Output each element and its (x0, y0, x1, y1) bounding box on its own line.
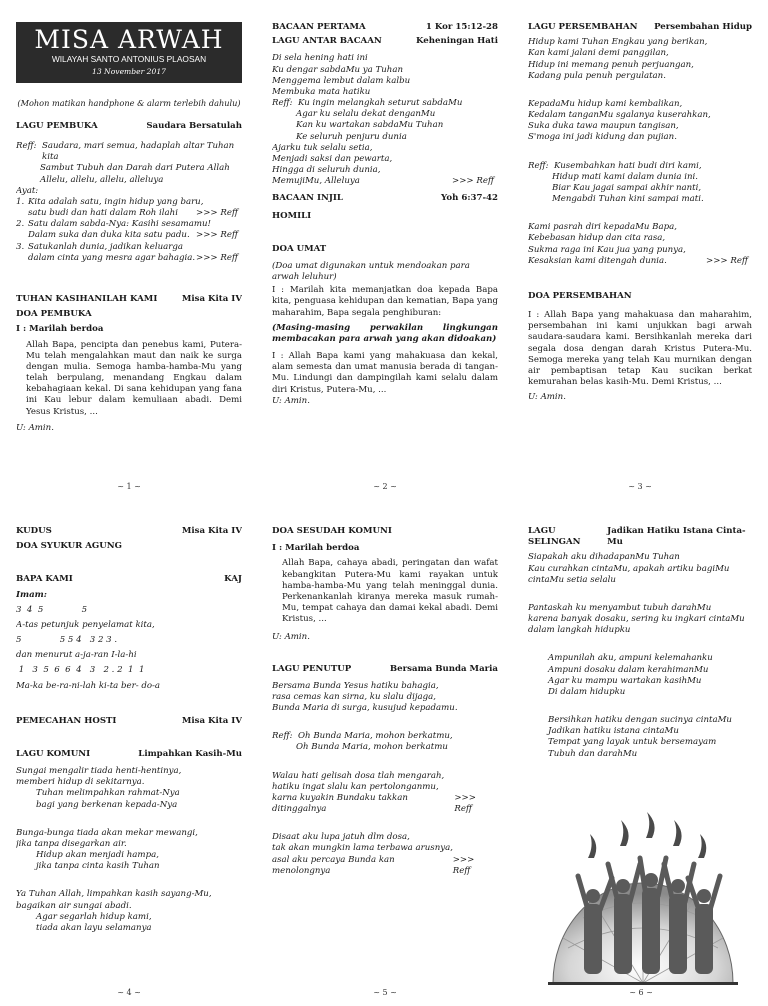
lyric-line: Agar ku mampu wartakan kasihMu (548, 675, 702, 686)
lyric-line: Kan ku wartakan sabdaMu Tuhan (296, 120, 444, 131)
section-title: BACAAN INJIL (272, 193, 343, 204)
lyric-line: jika tanpa disegarkan air. (16, 838, 127, 849)
verse-number: 3. (16, 241, 25, 252)
prayer-intro: I : Marilah berdoa (272, 543, 360, 554)
verse (16, 828, 242, 873)
refrain (528, 161, 752, 206)
imam-label: Imam: (16, 589, 47, 600)
refrain (16, 141, 242, 186)
lyric-line: Sukma raga ini Kau jua yang punya, (528, 244, 686, 255)
lyric-line: Dalam suka dan duka kita satu padu. (28, 230, 190, 241)
verse (528, 653, 754, 698)
lyric-line: Di sela hening hati ini (272, 53, 368, 64)
page-number: ~ 3 ~ (628, 481, 652, 491)
lyric-line: Ku ingin melangkah seturut sabdaMu (298, 98, 463, 109)
section-title: LAGU ANTAR BACAAN (272, 36, 382, 47)
page-number: ~ 6 ~ (629, 987, 653, 997)
lyric-line: bagaikan air sungai abadi. (16, 900, 132, 911)
lyric-line: Hidup mati kami dalam dunia ini. (552, 171, 698, 182)
page-number: ~ 4 ~ (117, 987, 141, 997)
section-title: DOA SYUKUR AGUNG (16, 541, 122, 552)
lyric-line: Mengabdi Tuhan kini sampai mati. (552, 194, 704, 205)
page-6 (528, 526, 754, 998)
reff-mark: >>> Reff (706, 255, 748, 266)
lyric-line: Agar segarlah hidup kami, (36, 911, 152, 922)
section-title: LAGU PEMBUKA (16, 120, 98, 131)
lyric-line: Bersama Bunda Yesus hatiku bahagia, (272, 680, 439, 691)
lyric-line: Satu dalam sabda-Nya: Kasihi sesamamu! (28, 219, 211, 230)
lyric-line: Biar Kau jagai sampai akhir nanti, (552, 182, 702, 193)
song-name: Jadikan Hatiku Istana Cinta-Mu (607, 526, 746, 548)
verse (528, 603, 754, 637)
lyric-line: dalam cinta yang mesra agar bahagia. (28, 252, 196, 263)
lyric-line: Kan kami jalani demi panggilan, (528, 48, 669, 59)
section-title: DOA SESUDAH KOMUNI (272, 526, 392, 536)
lyric-line: Bunda Maria di surga, kusujud kepadamu. (272, 703, 458, 714)
lyric-line: Kadang pula penuh pergulatan. (528, 70, 666, 81)
page-4 (16, 526, 242, 998)
lyric-line: Kau curahkan cintaMu, apakah artiku bagiMu (528, 563, 730, 574)
lyric-line: Ma-ka be-ra-ni-lah ki-ta ber- do-a (16, 680, 161, 691)
refrain (272, 98, 498, 143)
song-name: Misa Kita IV (181, 526, 242, 536)
lyric-line: memberi hidup di sekitarnya. (16, 777, 145, 788)
lyric-line: Bersihkan hatiku dengan sucinya cintaMu (548, 715, 732, 726)
lyric-line: Hidup akan menjadi hampa, (36, 850, 159, 861)
lyric-line: Siapakah aku dihadapanMu Tuhan (528, 552, 680, 563)
verse (528, 222, 752, 267)
lyric-line: bagi yang berkenan kepada-Nya (36, 799, 178, 810)
lyric-line: tak akan mungkin lama terbawa arusnya, (272, 843, 453, 854)
scripture-ref: 1 Kor 15:12-28 (425, 22, 498, 32)
song-name: Limpahkan Kasih-Mu (138, 748, 242, 759)
lyric-line: Ampuni dosaku dalam kerahimanMu (548, 664, 709, 675)
verse (528, 552, 754, 586)
music-notes: 3 4 5 5 (16, 604, 88, 615)
reff-mark: >>> Reff (452, 176, 494, 187)
verse-number: 1. (16, 196, 25, 207)
verse (528, 37, 752, 82)
lyric-line: Hidup kami Tuhan Engkau yang berikan, (528, 37, 708, 48)
section-heading (272, 193, 498, 204)
section-title: LAGU SELINGAN (528, 526, 581, 548)
verse (528, 715, 754, 760)
reff-label: Reff: (272, 98, 293, 109)
prayer-text: I : Allah Bapa kami yang mahakuasa dan kekal, alam semesta dan umat manusia berada di tangan-Mu. Lindungi dan dampingilah kami selalu dalam diri Kristus, Putera-Mu, ... (272, 351, 498, 395)
song-name: Keheningan Hati (416, 36, 498, 47)
lyric-line: satu budi dan hati dalam Roh ilahi (28, 208, 178, 219)
lyric-line: rasa cemas kan sirna, ku slalu dijaga, (272, 691, 436, 702)
lyric-line: Saudara, mari semua, hadaplah altar Tuhan kita (42, 141, 235, 163)
section-heading (272, 36, 498, 47)
lyric-line: Oh Bunda Maria, mohon berkatmu (296, 742, 448, 753)
lyric-line: Satukanlah dunia, jadikan keluarga (28, 241, 183, 252)
lyric-line: Allelu, allelu, allelu, alleluya (40, 174, 164, 185)
lyric-line: MemujiMu, Alleluya (272, 176, 360, 187)
refrain (272, 731, 498, 753)
section-heading (16, 749, 242, 760)
lyric-line: tiada akan layu selamanya (36, 922, 152, 933)
section-heading (528, 526, 754, 548)
section-title: LAGU PENUTUP (272, 663, 352, 674)
page-3 (528, 22, 752, 492)
lyric-line: Tuhan melimpahkan rahmat-Nya (36, 788, 180, 799)
lyric-line: jika tanpa cinta kasih Tuhan (36, 861, 160, 872)
lyric-line: Ampunilah aku, ampuni kelemahanku (548, 653, 713, 664)
lyric-line: Pantaskah ku menyambut tubuh darahMu (528, 602, 712, 613)
lyric-line: Kesaksian kami ditengah dunia. (528, 255, 667, 266)
prayer-text: Allah Bapa, cahaya abadi, peringatan dan wafat kebangkitan Putera-Mu kami rayakan untuk hamba-hamba-Mu yang telah meninggal dunia. Perkenankanlah kiranya mereka masuk rumah-Mu, tempat cahaya dan damai kekal abadi. Demi Kristus, ... (282, 558, 498, 625)
section-heading (16, 716, 242, 727)
reff-mark: >>> Reff (196, 230, 238, 241)
prayer-intro: I : Marilah berdoa (16, 324, 104, 335)
lyric-line: Kita adalah satu, ingin hidup yang baru, (28, 196, 204, 207)
lyric-line: Membuka mata hatiku (272, 86, 371, 97)
page-number: ~ 2 ~ (373, 481, 397, 491)
lyric-line: A-tas petunjuk penyelamat kita, (16, 619, 155, 630)
prayer-text: I : Marilah kita memanjatkan doa kepada Bapa kita, penguasa kehidupan dan kematian, Bapa yang maharahim, Bapa segala penghiburan: (272, 285, 498, 318)
song-name: Misa Kita IV (181, 715, 242, 726)
page-number: ~ 1 ~ (117, 481, 141, 491)
prayer-text: Allah Bapa, pencipta dan penebus kami, Putera-Mu telah mengalahkan maut dan naik ke surga dengan mulia. Semoga hamba-hamba-Mu yang telah berpulang, menandang Engkau dalam kebahagiaan kekal. Di sana kehidupan yang fana ini Kau lebur dalam kemuliaan abadi. Demi Yesus Kristus, ... (26, 339, 242, 417)
lyric-line: Kami pasrah diri kepadaMu Bapa, (528, 222, 677, 233)
lyric-line: Ku dengar sabdaMu ya Tuhan (272, 64, 403, 75)
reff-mark: >>> Reff (454, 792, 476, 815)
section-heading (272, 22, 498, 33)
title-banner (16, 22, 242, 83)
verse (16, 889, 242, 934)
section-heading (272, 664, 498, 675)
rubric-note: (Doa umat digunakan untuk mendoakan para arwah leluhur) (272, 260, 470, 283)
verse (272, 681, 498, 715)
song-name: Persembahan Hidup (654, 22, 752, 32)
amen-response: U: Amin. (272, 632, 310, 643)
section-title: BAPA KAMI (16, 574, 73, 585)
lyric-line: Sungai mengalir tiada henti-hentinya, (16, 766, 182, 777)
lyric-line: Bunga-bunga tiada akan mekar mewangi, (16, 827, 198, 838)
lyric-line: Tubuh dan darahMu (548, 748, 638, 759)
phone-notice: (Mohon matikan handphone & alarm terlebih dahulu) (17, 98, 241, 109)
section-title: KUDUS (16, 526, 52, 536)
lyric-line: Walau hati gelisah dosa tlah mengarah, (272, 770, 445, 781)
reff-label: Reff: (528, 160, 549, 171)
scripture-ref: Yoh 6:37-42 (441, 193, 498, 204)
section-title: DOA PEMBUKA (16, 309, 92, 320)
lyric-line: Hingga di seluruh dunia, (272, 165, 381, 176)
lyric-line: Tempat yang layak untuk bersemayam (548, 737, 717, 748)
pentecost-illustration (548, 798, 738, 988)
music-notes: 5 5 5 4 3 2 3 . (16, 635, 118, 646)
lyric-line: Disaat aku lupa jatuh dlm dosa, (272, 832, 410, 843)
lyric-line: Jadikan hatiku istana cintaMu (548, 726, 679, 737)
section-title: PEMECAHAN HOSTI (16, 715, 117, 726)
lyric-line: dan menurut a-ja-ran I-la-hi (16, 650, 137, 661)
prayer-text: I : Allah Bapa yang mahakuasa dan maharahim, persembahan ini kami unjukkan bagi arwah saudara-saudara kami. Bersihkanlah mereka dari segala dosa dengan darah Kristus Putera-Mu. Semoga mereka yang telah Kau murnikan dengan air pembaptisan tetap Kau sucikan berkat kemurahan belas kasih-Mu. Demi Kristus, ... (528, 310, 752, 388)
lyric-line: Hidup ini memang penuh perjuangan, (528, 59, 694, 70)
song-name: Misa Kita IV (181, 294, 242, 304)
verse (272, 771, 498, 816)
lyric-line: hatiku ingat slalu kan pertolonganmu, (272, 781, 439, 792)
section-heading (16, 574, 242, 585)
page-1 (16, 22, 242, 492)
reff-mark: >>> Reff (196, 208, 238, 219)
lyric-line: S'moga ini jadi kidung dan pujian. (528, 132, 677, 143)
song-name: KAJ (224, 574, 242, 585)
reff-label: Reff: (16, 141, 37, 152)
page-2 (272, 22, 498, 492)
section-title: LAGU PERSEMBAHAN (528, 22, 638, 32)
section-title: HOMILI (272, 210, 312, 221)
reff-label: Reff: (272, 731, 293, 742)
lyric-line: Kebebasan hidup dan cita rasa, (528, 233, 666, 244)
mass-date: 13 November 2017 (91, 67, 166, 77)
lyric-line: karena banyak dosaku, sering ku ingkari cintaMu (528, 614, 745, 625)
lyric-line: Di dalam hidupku (548, 686, 626, 697)
verse (272, 53, 498, 98)
parish-name: WILAYAH SANTO ANTONIUS PLAOSAN (51, 53, 207, 64)
section-title: LAGU KOMUNI (16, 748, 91, 759)
amen-response: U: Amin. (272, 395, 310, 406)
section-heading (16, 526, 242, 537)
lyric-line: KepadaMu hidup kami kembalikan, (528, 98, 683, 109)
section-heading (16, 121, 242, 132)
amen-response: U: Amin. (528, 392, 566, 403)
lyric-line: Agar ku selalu dekat denganMu (296, 109, 436, 120)
lyric-line: Kedalam tanganMu sgalanya kuserahkan, (528, 110, 711, 121)
lyric-line: Ajarku tuk selalu setia, (272, 142, 373, 153)
section-heading (528, 22, 752, 33)
lyric-line: cintaMu setia selalu (528, 574, 616, 585)
section-title: DOA UMAT (272, 243, 327, 254)
lyric-line: Kusembahkan hati budi diri kami, (554, 160, 702, 171)
music-notes: 1 3 5 6 6 4 3 2 . 2 1 1 (16, 665, 145, 676)
amen-response: U: Amin. (16, 422, 54, 433)
verse-number: 2. (16, 219, 25, 230)
section-title: TUHAN KASIHANILAH KAMI (16, 294, 158, 304)
lyric-line: Menggema lembut dalam kalbu (272, 75, 411, 86)
reff-mark: >>> Reff (196, 252, 238, 263)
rubric-note: (Masing-masing perwakilan lingkungan membacakan para arwah yang akan didoakan) (272, 322, 498, 344)
verse (272, 143, 498, 188)
reff-mark: >>> Reff (452, 854, 475, 876)
ayat-label: Ayat: (16, 185, 39, 196)
section-heading (16, 294, 242, 305)
verse (16, 766, 242, 811)
lyric-line: Oh Bunda Maria, mohon berkatmu, (298, 731, 453, 742)
lyric-line: Menjadi saksi dan pewarta, (272, 153, 393, 164)
lyric-line: Ke seluruh penjuru dunia (296, 131, 407, 142)
song-name: Bersama Bunda Maria (389, 663, 498, 674)
page-5 (272, 526, 498, 998)
lyric-line: dalam langkah hidupku (528, 625, 631, 636)
page-number: ~ 5 ~ (373, 987, 397, 997)
lyric-line: karna kuyakin Bundaku takkan ditinggalnya (272, 792, 408, 815)
verse (272, 832, 498, 877)
lyric-line: Ya Tuhan Allah, limpahkan kasih sayang-Mu, (16, 889, 212, 900)
verses (16, 197, 242, 264)
song-name: Saudara Bersatulah (146, 120, 242, 131)
page-title: MISA ARWAH (34, 25, 224, 54)
verse (528, 99, 752, 144)
lyric-line: asal aku percaya Bunda kan menolongnya (272, 854, 395, 876)
section-title: BACAAN PERTAMA (272, 22, 366, 32)
section-title: DOA PERSEMBAHAN (528, 290, 632, 301)
lyric-line: Sambut Tubuh dan Darah dari Putera Allah (40, 163, 230, 174)
lyric-line: Suka duka tawa maupun tangisan, (528, 121, 679, 132)
